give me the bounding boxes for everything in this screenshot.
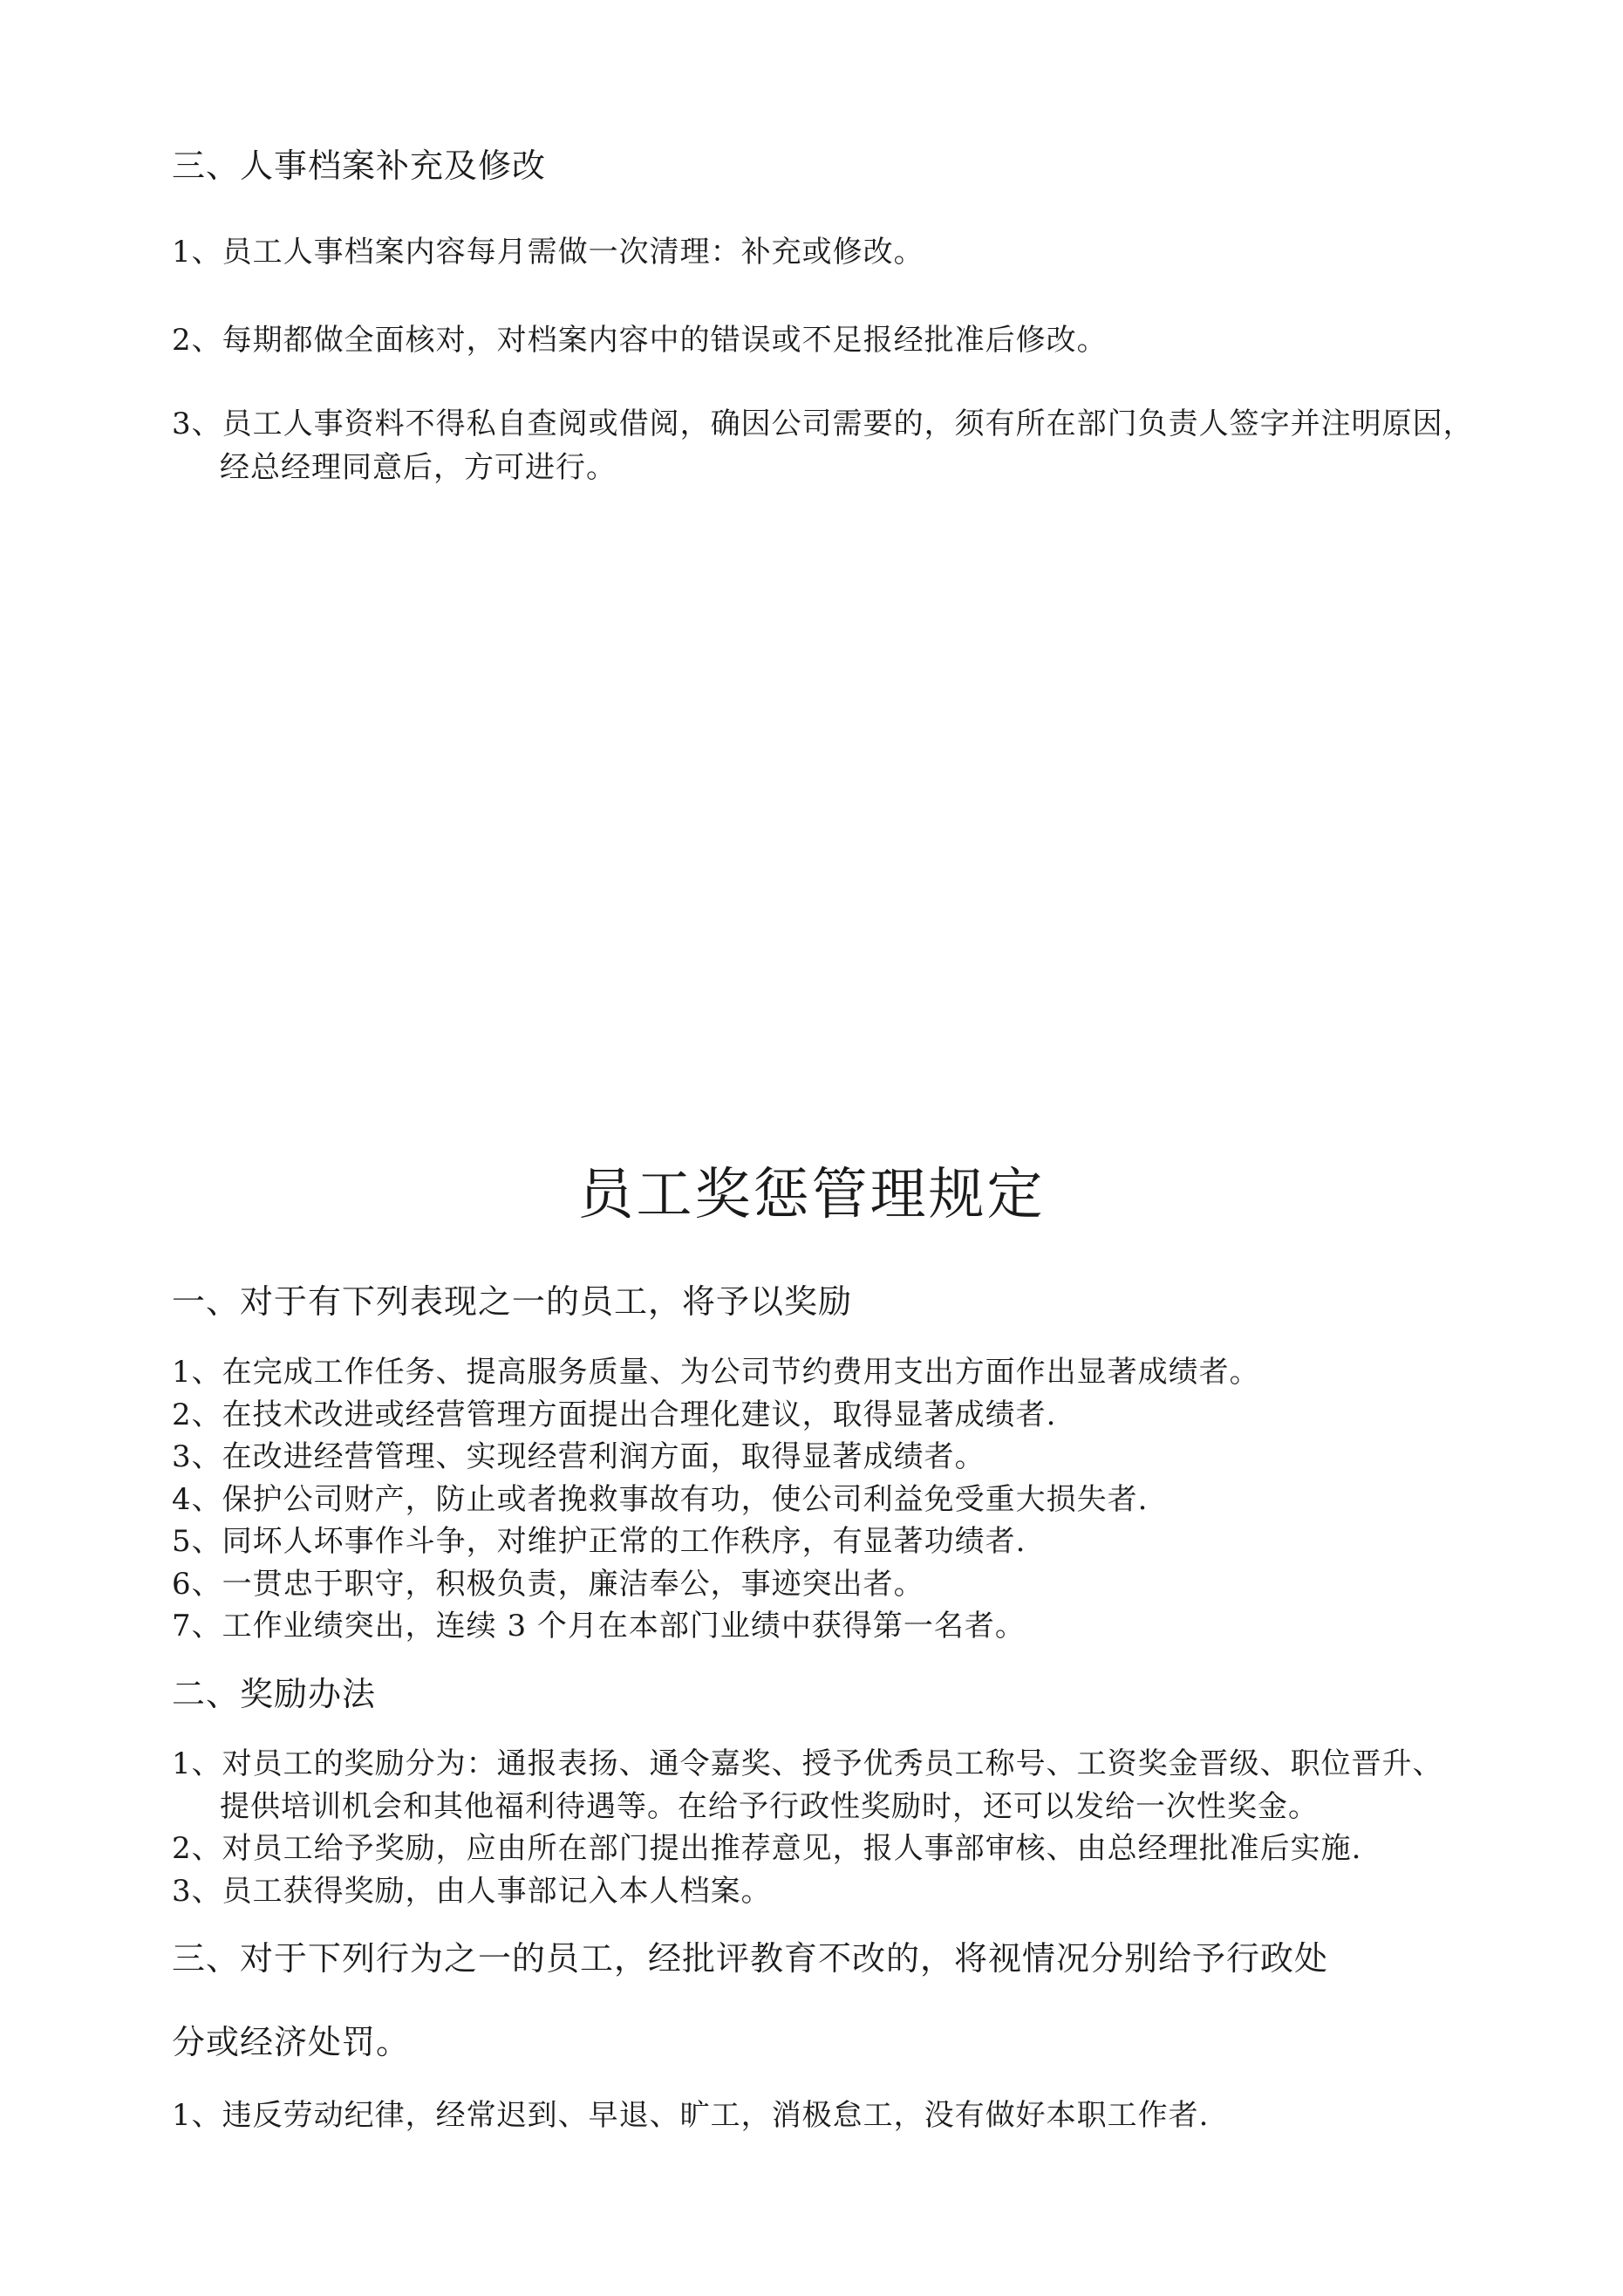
archive-item-1: 1、员工人事档案内容每月需做一次清理：补充或修改。 [172,235,924,270]
archive-item-3: 3、员工人事资料不得私自查阅或借阅，确因公司需要的，须有所在部门负责人签字并注明原因， [172,407,1474,441]
reward-item-2: 2、在技术改进或经营管理方面提出合理化建议，取得显著成绩者. [172,1397,1057,1432]
reward-item-4: 4、保护公司财产，防止或者挽救事故有功，使公司利益免受重大损失者. [172,1482,1149,1517]
method-item-1-continued: 提供培训机会和其他福利待遇等。在给予行政性奖励时，还可以发给一次性奖金。 [220,1789,1319,1824]
document-title: 员工奖惩管理规定 [577,1163,1046,1227]
method-item-1: 1、对员工的奖励分为：通报表扬、通令嘉奖、授予优秀员工称号、工资奖金晋级、职位晋升、 [172,1746,1443,1781]
archive-item-2: 2、每期都做全面核对，对档案内容中的错误或不足报经批准后修改。 [172,323,1108,358]
reward-item-6: 6、一贯忠于职守，积极负责，廉洁奉公，事迹突出者。 [172,1567,924,1602]
section-heading-penalties-continued: 分或经济处罚。 [172,2023,411,2061]
method-item-2: 2、对员工给予奖励，应由所在部门提出推荐意见，报人事部审核、由总经理批准后实施. [172,1831,1362,1866]
section-heading-penalties: 三、对于下列行为之一的员工，经批评教育不改的，将视情况分别给予行政处 [172,1939,1329,1978]
section-heading-archive: 三、人事档案补充及修改 [172,147,547,185]
penalty-item-1: 1、违反劳动纪律，经常迟到、早退、旷工，消极怠工，没有做好本职工作者. [172,2098,1210,2133]
section-heading-rewards: 一、对于有下列表现之一的员工，将予以奖励 [172,1282,853,1321]
reward-item-7: 7、工作业绩突出，连续 3 个月在本部门业绩中获得第一名者。 [172,1609,1026,1643]
reward-item-5: 5、同坏人坏事作斗争，对维护正常的工作秩序，有显著功绩者. [172,1524,1026,1559]
reward-item-3: 3、在改进经营管理、实现经营利润方面，取得显著成绩者。 [172,1439,985,1474]
reward-item-1: 1、在完成工作任务、提高服务质量、为公司节约费用支出方面作出显著成绩者。 [172,1355,1260,1390]
method-item-3: 3、员工获得奖励，由人事部记入本人档案。 [172,1874,772,1909]
section-heading-reward-methods: 二、奖励办法 [172,1675,377,1713]
archive-item-3-continued: 经总经理同意后，方可进行。 [220,450,617,485]
